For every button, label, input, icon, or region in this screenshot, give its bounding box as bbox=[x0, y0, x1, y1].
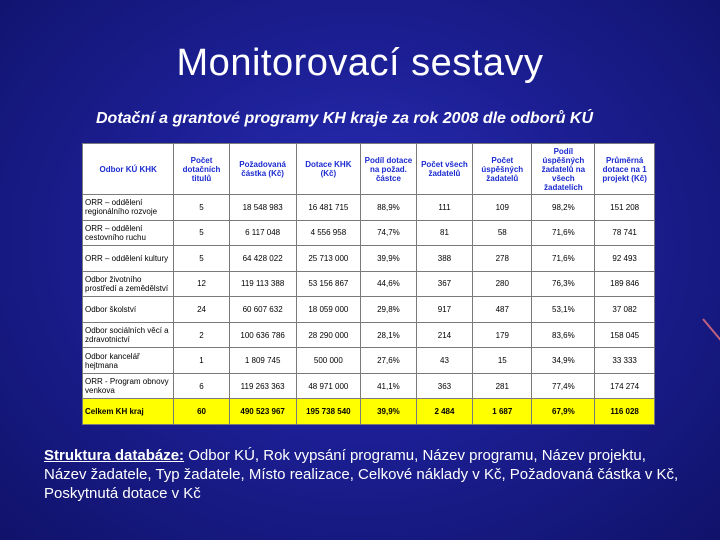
cell-prumerna-dotace: 189 846 bbox=[595, 271, 655, 297]
header-odbor: Odbor KÚ KHK bbox=[83, 144, 174, 195]
cell-odbor: Odbor kancelář hejtmana bbox=[83, 348, 174, 374]
cell-odbor: Odbor životního prostředí a zemědělství bbox=[83, 271, 174, 297]
table-row bbox=[83, 195, 655, 221]
cell-podil-uspesnych: 76,3% bbox=[532, 271, 595, 297]
slide-title: Monitorovací sestavy bbox=[176, 42, 544, 84]
header-pocet-uspesnych: Počet úspěšných žadatelů bbox=[473, 144, 532, 195]
cell-podil-dotace: 27,6% bbox=[361, 348, 417, 374]
cell-dotace-khk: 18 059 000 bbox=[296, 297, 361, 323]
cell-pocet-uspesnych: 15 bbox=[473, 348, 532, 374]
cell-podil-dotace: 88,9% bbox=[361, 195, 417, 221]
cell-prumerna-dotace: 37 082 bbox=[595, 297, 655, 323]
cell-odbor: ORR – oddělení cestovního ruchu bbox=[83, 220, 174, 246]
cell-podil-uspesnych: 71,6% bbox=[532, 220, 595, 246]
cell-prumerna-dotace: 151 208 bbox=[595, 195, 655, 221]
slide-subtitle: Dotační a grantové programy KH kraje za rok 2008 dle odborů KÚ bbox=[96, 110, 594, 127]
cell-pocet-uspesnych: 179 bbox=[473, 322, 532, 348]
grant-programs-table bbox=[82, 143, 655, 425]
database-structure-fields: Odbor KÚ, Rok vypsání programu, Název programu, Název projektu, Název žadatele, Typ žadatele, Místo realizace, Celkové náklady v Kč, Požadovaná částka v Kč, Poskytnutá dotace v Kč bbox=[44, 447, 679, 502]
cell-odbor: Celkem KH kraj bbox=[83, 399, 174, 425]
table-row bbox=[83, 246, 655, 272]
cell-pozadovana-castka: 60 607 632 bbox=[229, 297, 296, 323]
header-prumerna-dotace: Průměrná dotace na 1 projekt (Kč) bbox=[595, 144, 655, 195]
cell-podil-uspesnych: 53,1% bbox=[532, 297, 595, 323]
cell-pocet-uspesnych: 281 bbox=[473, 373, 532, 399]
table-total-row bbox=[83, 399, 655, 425]
cell-podil-dotace: 41,1% bbox=[361, 373, 417, 399]
cell-pocet-titulu: 60 bbox=[174, 399, 229, 425]
table-row bbox=[83, 348, 655, 374]
cell-pocet-uspesnych: 278 bbox=[473, 246, 532, 272]
cell-pocet-titulu: 12 bbox=[174, 271, 229, 297]
cell-podil-uspesnych: 71,6% bbox=[532, 246, 595, 272]
database-structure-text bbox=[44, 446, 684, 503]
cell-pocet-titulu: 1 bbox=[174, 348, 229, 374]
cell-podil-uspesnych: 77,4% bbox=[532, 373, 595, 399]
cell-pozadovana-castka: 119 113 388 bbox=[229, 271, 296, 297]
cell-prumerna-dotace: 116 028 bbox=[595, 399, 655, 425]
cell-pocet-titulu: 2 bbox=[174, 322, 229, 348]
cell-dotace-khk: 195 738 540 bbox=[296, 399, 361, 425]
cell-pocet-zadatelu: 388 bbox=[416, 246, 472, 272]
cell-podil-uspesnych: 67,9% bbox=[532, 399, 595, 425]
data-table-container bbox=[82, 143, 655, 425]
table-row bbox=[83, 322, 655, 348]
header-pocet-titulu: Počet dotačních titulů bbox=[174, 144, 229, 195]
cell-dotace-khk: 48 971 000 bbox=[296, 373, 361, 399]
cell-pocet-zadatelu: 43 bbox=[416, 348, 472, 374]
cell-pocet-uspesnych: 58 bbox=[473, 220, 532, 246]
cell-podil-uspesnych: 83,6% bbox=[532, 322, 595, 348]
cell-dotace-khk: 28 290 000 bbox=[296, 322, 361, 348]
database-structure-label: Struktura databáze: bbox=[44, 447, 185, 464]
header-dotace-khk: Dotace KHK (Kč) bbox=[296, 144, 361, 195]
cell-odbor: ORR - Program obnovy venkova bbox=[83, 373, 174, 399]
cell-pocet-uspesnych: 280 bbox=[473, 271, 532, 297]
cell-odbor: ORR – oddělení kultury bbox=[83, 246, 174, 272]
cell-pocet-uspesnych: 109 bbox=[473, 195, 532, 221]
cell-pozadovana-castka: 1 809 745 bbox=[229, 348, 296, 374]
cell-podil-dotace: 29,8% bbox=[361, 297, 417, 323]
cell-prumerna-dotace: 78 741 bbox=[595, 220, 655, 246]
cell-pozadovana-castka: 18 548 983 bbox=[229, 195, 296, 221]
cell-pozadovana-castka: 6 117 048 bbox=[229, 220, 296, 246]
cell-dotace-khk: 16 481 715 bbox=[296, 195, 361, 221]
cell-pocet-zadatelu: 81 bbox=[416, 220, 472, 246]
cell-pocet-uspesnych: 487 bbox=[473, 297, 532, 323]
table-row bbox=[83, 373, 655, 399]
table-header-row bbox=[83, 144, 655, 195]
table-row bbox=[83, 271, 655, 297]
cell-odbor: Odbor sociálních věcí a zdravotnictví bbox=[83, 322, 174, 348]
cell-podil-dotace: 44,6% bbox=[361, 271, 417, 297]
header-pozadovana-castka: Požadovaná částka (Kč) bbox=[229, 144, 296, 195]
decorative-line bbox=[702, 318, 720, 350]
cell-podil-uspesnych: 34,9% bbox=[532, 348, 595, 374]
header-podil-dotace: Podíl dotace na požad. částce bbox=[361, 144, 417, 195]
cell-odbor: ORR – oddělení regionálního rozvoje bbox=[83, 195, 174, 221]
cell-pocet-titulu: 24 bbox=[174, 297, 229, 323]
cell-pozadovana-castka: 100 636 786 bbox=[229, 322, 296, 348]
cell-pocet-uspesnych: 1 687 bbox=[473, 399, 532, 425]
header-podil-uspesnych: Podíl úspěšných žadatelů na všech žadatelích bbox=[532, 144, 595, 195]
cell-podil-dotace: 28,1% bbox=[361, 322, 417, 348]
table-row bbox=[83, 297, 655, 323]
cell-podil-dotace: 74,7% bbox=[361, 220, 417, 246]
cell-dotace-khk: 53 156 867 bbox=[296, 271, 361, 297]
cell-pocet-titulu: 5 bbox=[174, 220, 229, 246]
table-row bbox=[83, 220, 655, 246]
cell-pocet-zadatelu: 214 bbox=[416, 322, 472, 348]
cell-podil-dotace: 39,9% bbox=[361, 246, 417, 272]
cell-prumerna-dotace: 158 045 bbox=[595, 322, 655, 348]
cell-pocet-titulu: 5 bbox=[174, 195, 229, 221]
cell-pocet-zadatelu: 367 bbox=[416, 271, 472, 297]
cell-dotace-khk: 4 556 958 bbox=[296, 220, 361, 246]
cell-odbor: Odbor školství bbox=[83, 297, 174, 323]
cell-pocet-zadatelu: 111 bbox=[416, 195, 472, 221]
cell-pocet-zadatelu: 363 bbox=[416, 373, 472, 399]
cell-prumerna-dotace: 174 274 bbox=[595, 373, 655, 399]
cell-pozadovana-castka: 119 263 363 bbox=[229, 373, 296, 399]
cell-dotace-khk: 25 713 000 bbox=[296, 246, 361, 272]
cell-pozadovana-castka: 490 523 967 bbox=[229, 399, 296, 425]
header-pocet-zadatelu: Počet všech žadatelů bbox=[416, 144, 472, 195]
cell-podil-dotace: 39,9% bbox=[361, 399, 417, 425]
cell-podil-uspesnych: 98,2% bbox=[532, 195, 595, 221]
cell-prumerna-dotace: 33 333 bbox=[595, 348, 655, 374]
cell-pocet-titulu: 6 bbox=[174, 373, 229, 399]
cell-pocet-titulu: 5 bbox=[174, 246, 229, 272]
cell-pozadovana-castka: 64 428 022 bbox=[229, 246, 296, 272]
cell-pocet-zadatelu: 917 bbox=[416, 297, 472, 323]
cell-pocet-zadatelu: 2 484 bbox=[416, 399, 472, 425]
cell-dotace-khk: 500 000 bbox=[296, 348, 361, 374]
cell-prumerna-dotace: 92 493 bbox=[595, 246, 655, 272]
